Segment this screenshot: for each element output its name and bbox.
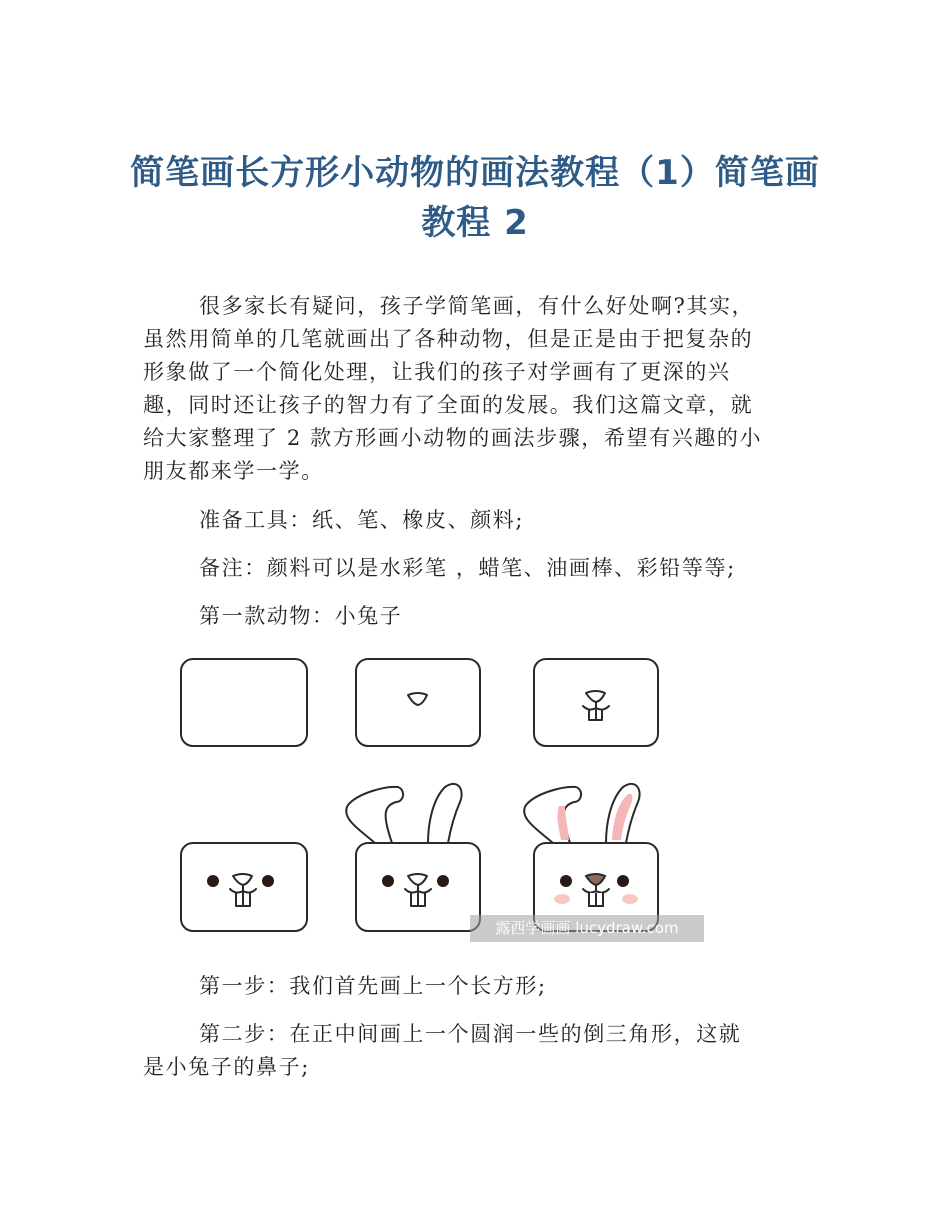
- step4-right-eye: [262, 875, 274, 887]
- step2-line-2: 是小兔子的鼻子;: [143, 1055, 310, 1079]
- step6-teeth: [589, 893, 603, 906]
- first-animal-heading: 第一款动物：小兔子: [199, 604, 403, 628]
- intro-paragraph: [143, 290, 813, 488]
- step3-mouth: [583, 702, 609, 710]
- step4-nose: [233, 874, 252, 885]
- intro-line: 虽然用简单的几笔就画出了各种动物，但是正是由于把复杂的: [143, 327, 754, 351]
- step6-right-ear-inner: [612, 794, 632, 840]
- step5-right-ear: [428, 784, 462, 843]
- step6-right-cheek: [622, 894, 638, 904]
- step1-rectangle: [181, 659, 307, 746]
- intro-line: 朋友都来学一学。: [143, 459, 324, 483]
- intro-line: 很多家长有疑问，孩子学简笔画，有什么好处啊?其实，: [199, 294, 755, 318]
- step5-left-ear: [346, 787, 403, 843]
- step6-right-eye: [617, 875, 629, 887]
- step3-nose: [586, 691, 605, 702]
- intro-line: 给大家整理了 2 款方形画小动物的画法步骤，希望有兴趣的小: [143, 426, 763, 450]
- step5-teeth: [411, 893, 425, 906]
- step5-right-eye: [437, 875, 449, 887]
- note-line: 备注：颜料可以是水彩笔 ，蜡笔、油画棒、彩铅等等;: [199, 556, 736, 580]
- step5-nose: [408, 874, 427, 885]
- step4-left-eye: [207, 875, 219, 887]
- step2-line-1: 第二步：在正中间画上一个圆润一些的倒三角形，这就: [199, 1022, 742, 1046]
- step2-rectangle: [356, 659, 480, 746]
- step4-teeth: [236, 893, 250, 906]
- watermark: 露西学画画 lucydraw.com: [470, 915, 704, 942]
- rabbit-steps-drawing: [170, 650, 730, 950]
- intro-line: 形象做了一个简化处理，让我们的孩子对学画有了更深的兴: [143, 360, 731, 384]
- step6-left-ear-inner: [558, 806, 569, 840]
- page-title: [120, 148, 830, 248]
- rabbit-steps-illustration: [170, 650, 730, 950]
- step6-left-cheek: [554, 894, 570, 904]
- step5-mouth: [405, 885, 431, 893]
- title-line-2: 教程 2: [421, 203, 529, 243]
- step4-mouth: [230, 885, 256, 893]
- step6-left-eye: [560, 875, 572, 887]
- step6-left-ear: [524, 787, 581, 843]
- step2-nose: [408, 693, 427, 705]
- step1-line: 第一步：我们首先画上一个长方形;: [199, 974, 547, 998]
- title-line-1: 简笔画长方形小动物的画法教程（1）简笔画: [130, 153, 820, 193]
- step2-paragraph: [143, 1018, 813, 1084]
- tools-line: 准备工具：纸、笔、橡皮、颜料;: [199, 508, 525, 532]
- step3-teeth: [589, 710, 602, 720]
- intro-line: 趣，同时还让孩子的智力有了全面的发展。我们这篇文章，就: [143, 393, 754, 417]
- step5-left-eye: [382, 875, 394, 887]
